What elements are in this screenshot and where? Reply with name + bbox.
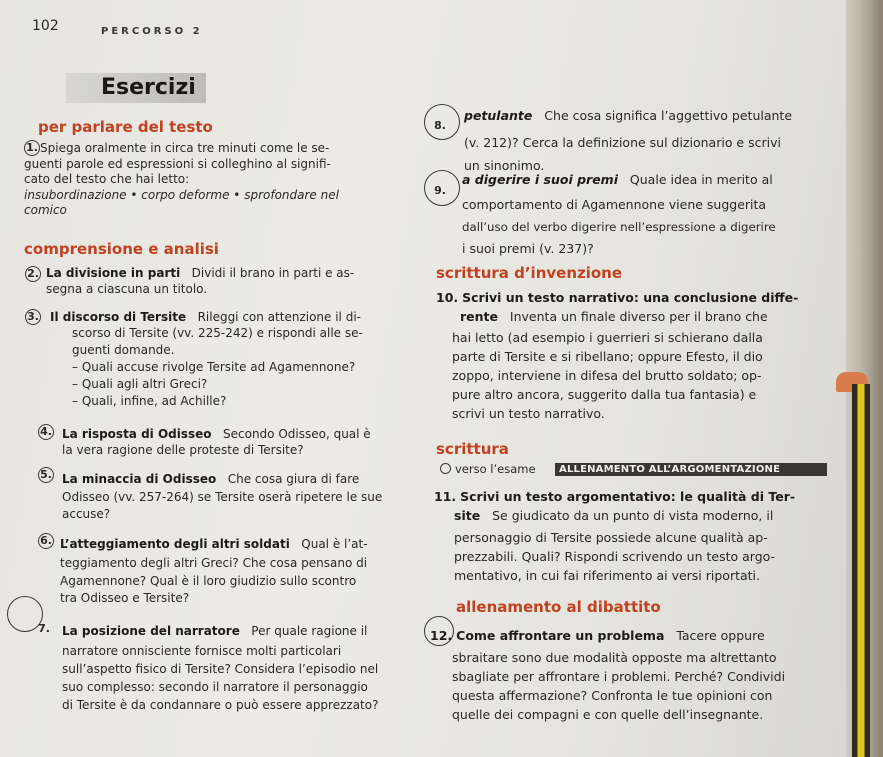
heading-invenzione: scrittura d’invenzione: [436, 264, 623, 282]
exercise-2-body: segna a ciascuna un titolo.: [46, 282, 208, 296]
exercise-number-3: 3.: [25, 309, 41, 325]
exercise-8-body: (v. 212)? Cerca la definizione sul dizionario e scrivi un sinonimo.: [464, 135, 781, 173]
exercise-3-title: Il discorso di Tersite: [50, 310, 187, 324]
exercise-11-body: personaggio di Tersite possiede alcune qualità ap- prezzabili. Quali? Rispondi scrivendo un testo argo- mentativo, in cui fai riferimento ai versi riportati.: [454, 530, 776, 583]
exercise-4: La risposta di Odisseo Secondo Odisseo, qual è: [62, 427, 371, 441]
exercise-number-2: 2.: [25, 266, 41, 282]
exercise-11: [434, 489, 822, 504]
exercise-10-body: hai letto (ad esempio i guerrieri si schierano dalla parte di Tersite e si ribellano; oppure Efesto, il dio zoppo, interviene in difesa del brutto soldato; op- pure altro ancora, suggerito dalla tua fantasia) e scrivi un testo narrativo.: [452, 330, 763, 421]
heading-comprensione: comprensione e analisi: [24, 240, 219, 258]
exercise-12: 12. Come affrontare un problema Tacere oppure: [430, 628, 765, 643]
exercise-4-title: La risposta di Odisseo: [62, 427, 212, 441]
exercise-10: [436, 290, 822, 305]
exercise-7-title: La posizione del narratore: [62, 624, 240, 638]
exercise-8-title: petulante: [464, 108, 533, 123]
exercise-11-title: Scrivi un testo argomentativo: le qualità di Ter-: [460, 489, 796, 504]
exercise-7: La posizione del narratore Per quale ragione il: [62, 624, 368, 638]
heading-scrittura: scrittura: [436, 440, 509, 458]
exercise-1-body: guenti parole ed espressioni si colleghino al signifi- cato del testo che hai letto: insubordinazione • corpo deforme • sprofondare nel comico: [24, 157, 339, 217]
exercise-7-body: narratore onnisciente fornisce molti particolari sull’aspetto fisico di Tersite? Considera l’episodio nel suo complesso: secondo il narratore il personaggio di Tersite è da condannare o può essere apprezzato?: [62, 644, 379, 712]
exercise-9: a digerire i suoi premi Quale idea in merito al: [462, 172, 773, 187]
exercise-number-8: 8.: [434, 119, 446, 132]
exercise-number-5: 5.: [38, 467, 54, 483]
exercise-10-title: Scrivi un testo narrativo: una conclusione diffe-: [462, 290, 799, 305]
exercise-5-body: Odisseo (vv. 257-264) se Tersite oserà ripetere le sue accuse?: [62, 490, 383, 521]
exercise-10-number: 10.: [436, 290, 459, 305]
exercise-3-questions: guenti domande. – Quali accuse rivolge Tersite ad Agamennone? – Quali agli altri Greci? – Quali, infine, ad Achille?: [72, 343, 356, 408]
exercise-6-body: teggiamento degli altri Greci? Che cosa pensano di Agamennone? Qual è il loro giudizio sullo scontro tra Odisseo e Tersite?: [60, 556, 368, 605]
argumentation-tag: ALLENAMENTO ALL’ARGOMENTAZIONE: [555, 463, 827, 476]
heading-parlare: per parlare del testo: [38, 118, 213, 136]
page-title: Esercizi: [101, 75, 196, 100]
exercise-12-number: 12.: [430, 628, 453, 643]
exercise-9-body: comportamento di Agamennone viene suggerita dall’uso del verbo digerire nell’espressione a digerire i suoi premi (v. 237)?: [462, 197, 776, 256]
exercise-12-title: Come affrontare un problema: [456, 628, 665, 643]
exercise-3-body: scorso di Tersite (vv. 225-242) e rispondi alle se-: [72, 326, 363, 340]
heading-dibattito: allenamento al dibattito: [456, 598, 661, 616]
exam-dot-icon: [440, 463, 451, 474]
exercise-9-title: a digerire i suoi premi: [462, 172, 618, 187]
pencil: [852, 384, 870, 757]
exercise-6-title: L’atteggiamento degli altri soldati: [60, 537, 290, 551]
exercise-number-6: 6.: [38, 533, 54, 549]
exercise-8: petulante Che cosa significa l’aggettivo petulante: [464, 108, 793, 123]
exercise-3: Il discorso di Tersite Rileggi con attenzione il di-: [50, 310, 361, 324]
exercise-number-1: 1.: [24, 140, 40, 156]
exercise-5-title: La minaccia di Odisseo: [62, 472, 217, 486]
exercise-number-4: 4.: [38, 424, 54, 440]
exercise-10-line1: rente Inventa un finale diverso per il brano che: [460, 309, 768, 324]
page-number: 102: [32, 18, 59, 34]
exercise-11-number: 11.: [434, 489, 457, 504]
exercise-number-7: 7.: [38, 622, 50, 635]
exercise-2: La divisione in parti Dividi il brano in parti e as-: [46, 266, 355, 280]
exercise-number-9: 9.: [434, 184, 446, 197]
exercise-6: L’atteggiamento degli altri soldati Qual è l’at-: [60, 537, 368, 551]
exam-label: verso l’esame: [440, 462, 536, 476]
exercise-4-body: la vera ragione delle proteste di Tersite?: [62, 443, 304, 457]
exercise-5: La minaccia di Odisseo Che cosa giura di fare: [62, 472, 360, 486]
exercise-1: Spiega oralmente in circa tre minuti come le se-: [40, 141, 330, 155]
exercise-11-line1: site Se giudicato da un punto di vista moderno, il: [454, 508, 774, 523]
exercise-2-title: La divisione in parti: [46, 266, 181, 280]
exercise-12-body: sbraitare sono due modalità opposte ma altrettanto sbagliate per affrontare i problemi. Perché? Condividi questa affermazione? Confronta le tue opinioni con quelle dei compagni e con quelle dell’insegnante.: [452, 650, 786, 722]
section-label: PERCORSO 2: [101, 26, 203, 37]
